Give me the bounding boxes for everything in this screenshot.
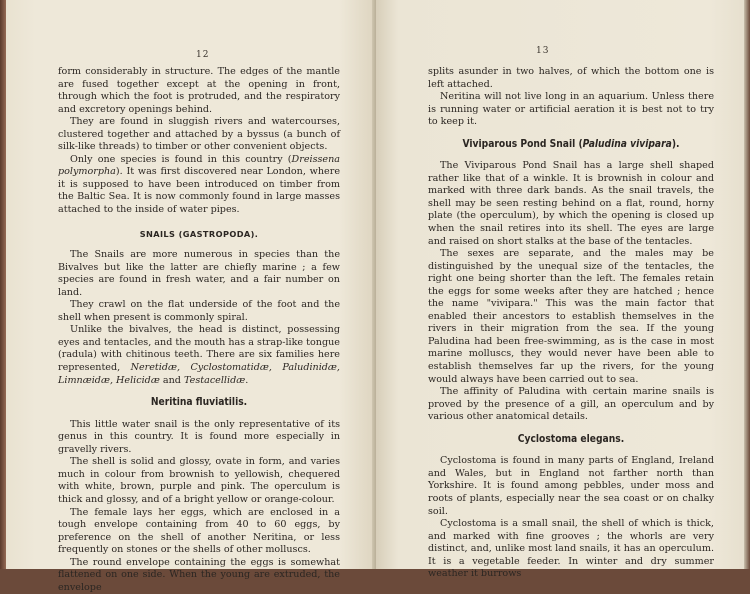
- paragraph: They crawl on the flat underside of the foot and the shell when present is commonly spiral.: [58, 299, 340, 323]
- species-name: Dreissena polymorpha: [58, 153, 340, 178]
- paragraph: The shell is solid and glossy, ovate in form, and varies much in colour from brownish to yellowish, chequered with white, brown, purple and pink. The operculum is thick and glossy, and of a bright yellow or orange-colour.: [58, 456, 340, 505]
- paragraph: Neritina will not live long in an aquarium. Unless there is running water or artificial aeration it is best not to try to keep it.: [428, 91, 714, 128]
- species-heading: Cyclostoma elegans.: [517, 433, 625, 445]
- text-column: [428, 66, 714, 581]
- paragraph: Only one species is found in this country (Dreissena polymorpha). It was first discovered near London, where it is supposed to have been introduced on timber from the Baltic Sea. It is now commonly found in large masses attached to the inside of water pipes.: [58, 153, 340, 216]
- paragraph: The affinity of Paludina with certain marine snails is proved by the presence of a gill, an operculum and by various other anatomical details.: [428, 386, 714, 423]
- paragraph: form considerably in structure. The edges of the mantle are fused together except at the opening in front, through which the foot is protruded, and the respiratory and excretory openings behind.: [58, 66, 340, 115]
- paragraph: Cyclostoma is a small snail, the shell of which is thick, and marked with fine grooves ; the whorls are very distinct, and, unlike most land snails, it has an operculum. It is a vegetable feeder. In winter and dry summer weather it burrows: [428, 518, 714, 580]
- paragraph: The Snails are more numerous in species than the Bivalves but like the latter are chiefly marine ; a few species are found in fresh water, and a fair number on land.: [58, 249, 340, 298]
- text-column: [58, 66, 340, 594]
- page-right: [376, 0, 746, 580]
- book-cover-edge-right: [744, 0, 750, 569]
- paragraph: Unlike the bivalves, the head is distinct, possessing eyes and tentacles, and the mouth has a strap-like tongue (radula) with chitinous teeth. There are six families here represented, Neretidæ, Cyclostomatidæ, Paludinidæ, Limnæidæ, Helicidæ and Testacellidæ.: [58, 324, 340, 386]
- paragraph: splits asunder in two halves, of which the bottom one is left attached.: [428, 66, 714, 90]
- paragraph: Cyclostoma is found in many parts of England, Ireland and Wales, but in England not farther north than Yorkshire. It is found among pebbles, under moss and roots of plants, especially near the sea coast or on chalky soil.: [428, 455, 714, 517]
- page-number: 13: [536, 46, 550, 56]
- section-heading: SNAILS (GASTROPODA).: [139, 228, 259, 239]
- page-left: [6, 0, 376, 593]
- species-heading: Viviparous Pond Snail (Paludina vivipara).: [462, 138, 680, 150]
- family-names: Neretidæ, Cyclostomatidæ, Paludinidæ, Limnæidæ, Helicidæ: [58, 362, 340, 386]
- page-number: 12: [196, 50, 210, 60]
- paragraph: The sexes are separate, and the males may be distinguished by the unequal size of the tentacles, the right one being shorter than the left. The females retain the eggs for some weeks after they are hatched ; hence the name "vivipara." This was the main factor that enabled their ancestors to establish themselves in the rivers in their migration from the sea. If the young Paludina had been free-swimming, as is the case in most marine molluscs, they would never have been able to establish themselves far up the rivers, for the young would always have been carried out to sea.: [428, 248, 714, 385]
- paragraph: The Viviparous Pond Snail has a large shell shaped rather like that of a winkle. It is brownish in colour and marked with three dark bands. As the snail travels, the shell may be seen resting behind on a flat, round, horny plate (the operculum), by which the opening is closed up when the snail retires into its shell. The eyes are large and raised on short stalks at the base of the tentacles.: [428, 160, 714, 247]
- paragraph: The round envelope containing the eggs is somewhat flattened on one side. When the young are extruded, the envelope: [58, 556, 340, 593]
- family-name: Testacellidæ: [183, 374, 246, 386]
- paragraph: This little water snail is the only representative of its genus in this country. It is found more especially in gravelly rivers.: [58, 418, 340, 455]
- paragraph: They are found in sluggish rivers and watercourses, clustered together and attached by a byssus (a bunch of silk-like threads) to timber or other convenient objects.: [58, 116, 340, 153]
- paragraph: The female lays her eggs, which are enclosed in a tough envelope containing from 40 to 60 eggs, by preference on the shell of another Neritina, or less frequently on stones or the shells of other molluscs.: [58, 506, 340, 556]
- species-heading: Neritina fluviatilis.: [150, 397, 248, 409]
